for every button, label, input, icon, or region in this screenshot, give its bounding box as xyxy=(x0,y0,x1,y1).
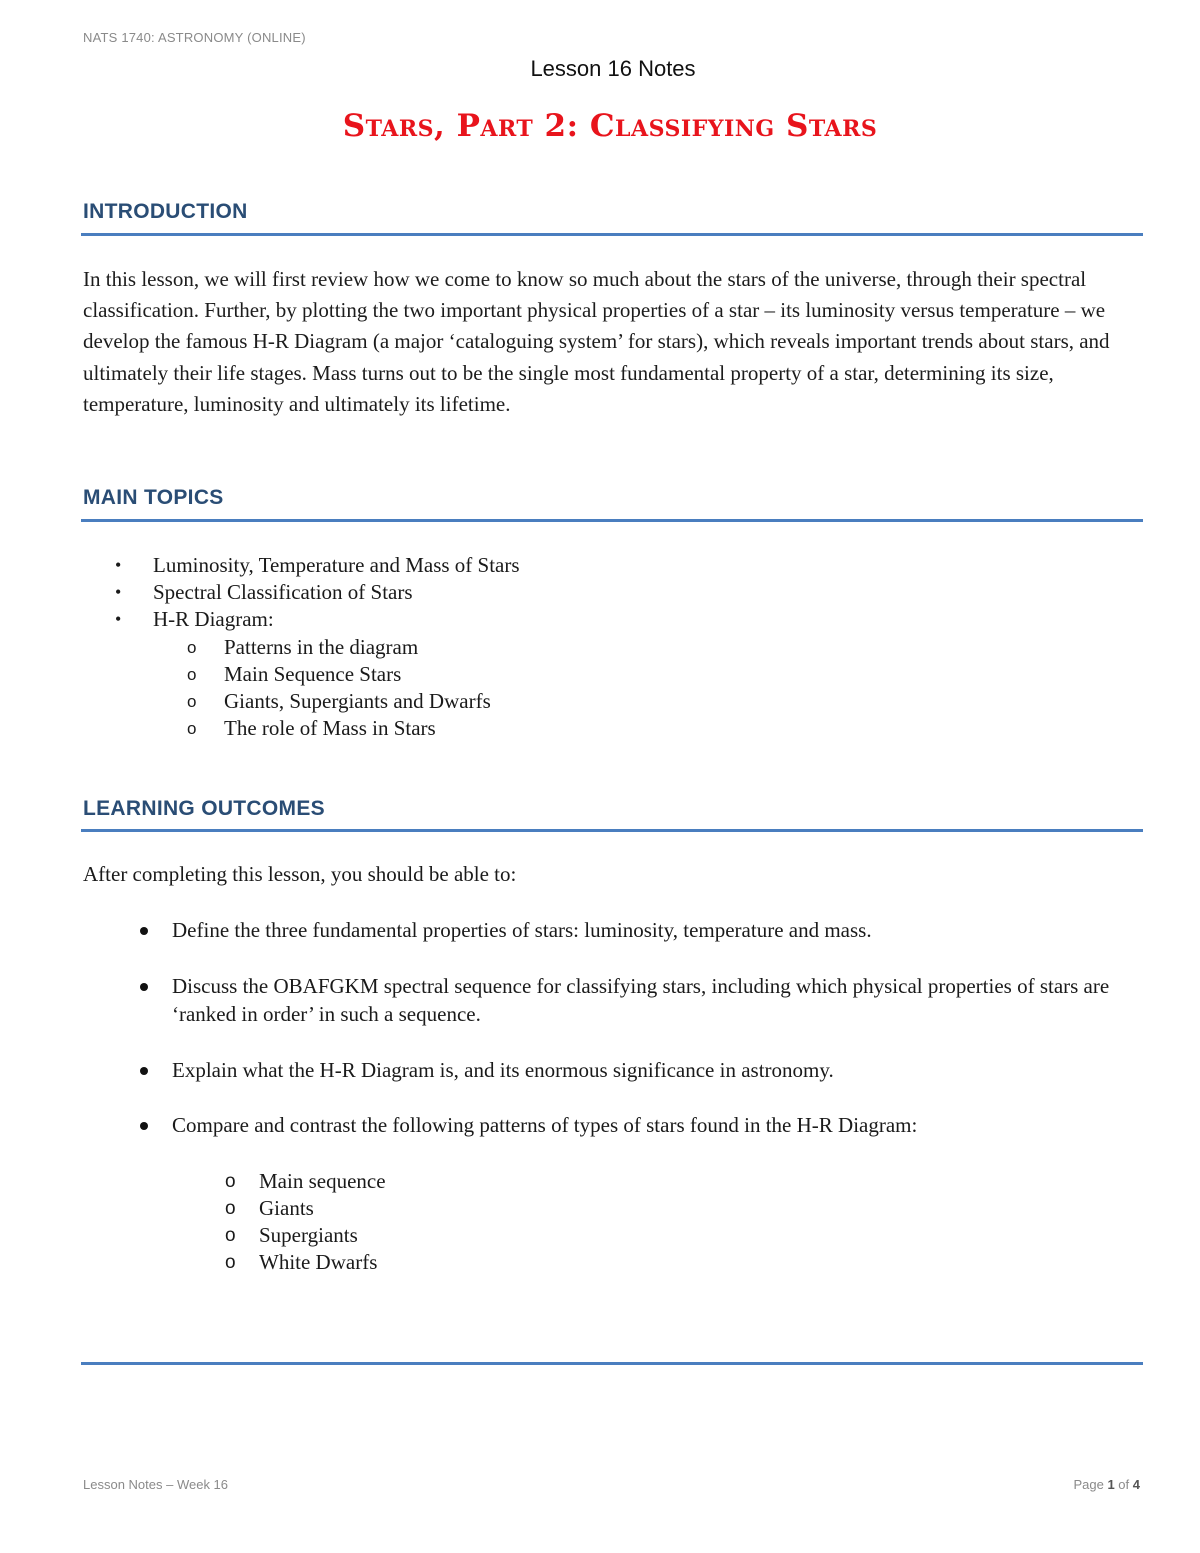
list-item: o Supergiants xyxy=(225,1223,358,1247)
circle-bullet-icon: o xyxy=(225,1171,236,1192)
list-item: o Patterns in the diagram xyxy=(83,634,520,661)
page-title: Stars, Part 2: Classifying Stars xyxy=(342,108,878,144)
list-item: o Giants, Supergiants and Dwarfs xyxy=(83,688,520,715)
section-divider xyxy=(81,829,1143,832)
list-item: o Main Sequence Stars xyxy=(83,661,520,688)
list-item: • Spectral Classification of Stars xyxy=(83,579,520,606)
main-topics-heading: MAIN TOPICS xyxy=(83,486,224,509)
list-item: Define the three fundamental properties of stars: luminosity, temperature and mass. xyxy=(172,917,1147,945)
section-divider xyxy=(81,233,1143,236)
list-item: • H-R Diagram: o Patterns in the diagram o Main Sequence Stars o Giants, Supergiants and Dwarfs o The role of Mass in Stars xyxy=(83,606,520,742)
learning-outcomes-heading: LEARNING OUTCOMES xyxy=(83,797,325,820)
course-header: NATS 1740: ASTRONOMY (ONLINE) xyxy=(83,30,306,45)
footer-label: Lesson Notes – Week 16 xyxy=(83,1477,229,1492)
lesson-title: Lesson 16 Notes xyxy=(530,56,696,81)
list-item: o White Dwarfs xyxy=(225,1250,378,1274)
bullet-icon xyxy=(140,927,148,935)
circle-bullet-icon: o xyxy=(187,664,197,684)
main-topics-list xyxy=(83,552,520,742)
circle-bullet-icon: o xyxy=(225,1225,236,1246)
bullet-icon xyxy=(140,983,148,991)
learning-outcomes-intro: After completing this lesson, you should be able to: xyxy=(83,862,517,886)
section-divider xyxy=(81,519,1143,522)
list-item: • Luminosity, Temperature and Mass of Stars xyxy=(83,552,520,579)
bullet-icon xyxy=(140,1067,148,1075)
page-number: Page 1 of 4 xyxy=(1073,1477,1140,1492)
circle-bullet-icon: o xyxy=(187,637,197,657)
list-item: o Giants xyxy=(225,1196,314,1220)
circle-bullet-icon: o xyxy=(187,692,197,712)
bullet-icon xyxy=(140,1122,148,1130)
introduction-heading: INTRODUCTION xyxy=(83,200,248,223)
list-item: Discuss the OBAFGKM spectral sequence for classifying stars, including which physical properties of stars are ‘ranked in order’ in such a sequence. xyxy=(172,973,1147,1028)
circle-bullet-icon: o xyxy=(225,1252,236,1273)
star-types-list xyxy=(225,1168,386,1276)
list-item: Explain what the H-R Diagram is, and its enormous significance in astronomy. xyxy=(172,1057,1147,1085)
bullet-icon: • xyxy=(115,582,122,603)
list-item: o Main sequence xyxy=(225,1169,386,1193)
bottom-divider xyxy=(81,1362,1143,1365)
introduction-paragraph: In this lesson, we will first review how we come to know so much about the stars of the universe, through their spectral classification. Further, by plotting the two important physical properties of a star – its luminosity versus temperature – we develop the famous H-R Diagram (a major ‘cataloguing system’ for stars), which reveals important trends about stars, and ultimately their life stages. Mass turns out to be the single most fundamental property of a star, determining its size, temperature, luminosity and ultimately its lifetime. xyxy=(83,267,1110,416)
list-item: o The role of Mass in Stars xyxy=(83,715,520,742)
circle-bullet-icon: o xyxy=(225,1198,236,1219)
bullet-icon: • xyxy=(115,609,122,630)
circle-bullet-icon: o xyxy=(187,719,197,739)
bullet-icon: • xyxy=(115,555,122,575)
list-item: Compare and contrast the following patterns of types of stars found in the H-R Diagram: xyxy=(172,1112,1147,1140)
hr-diagram-subtopics xyxy=(153,634,520,743)
